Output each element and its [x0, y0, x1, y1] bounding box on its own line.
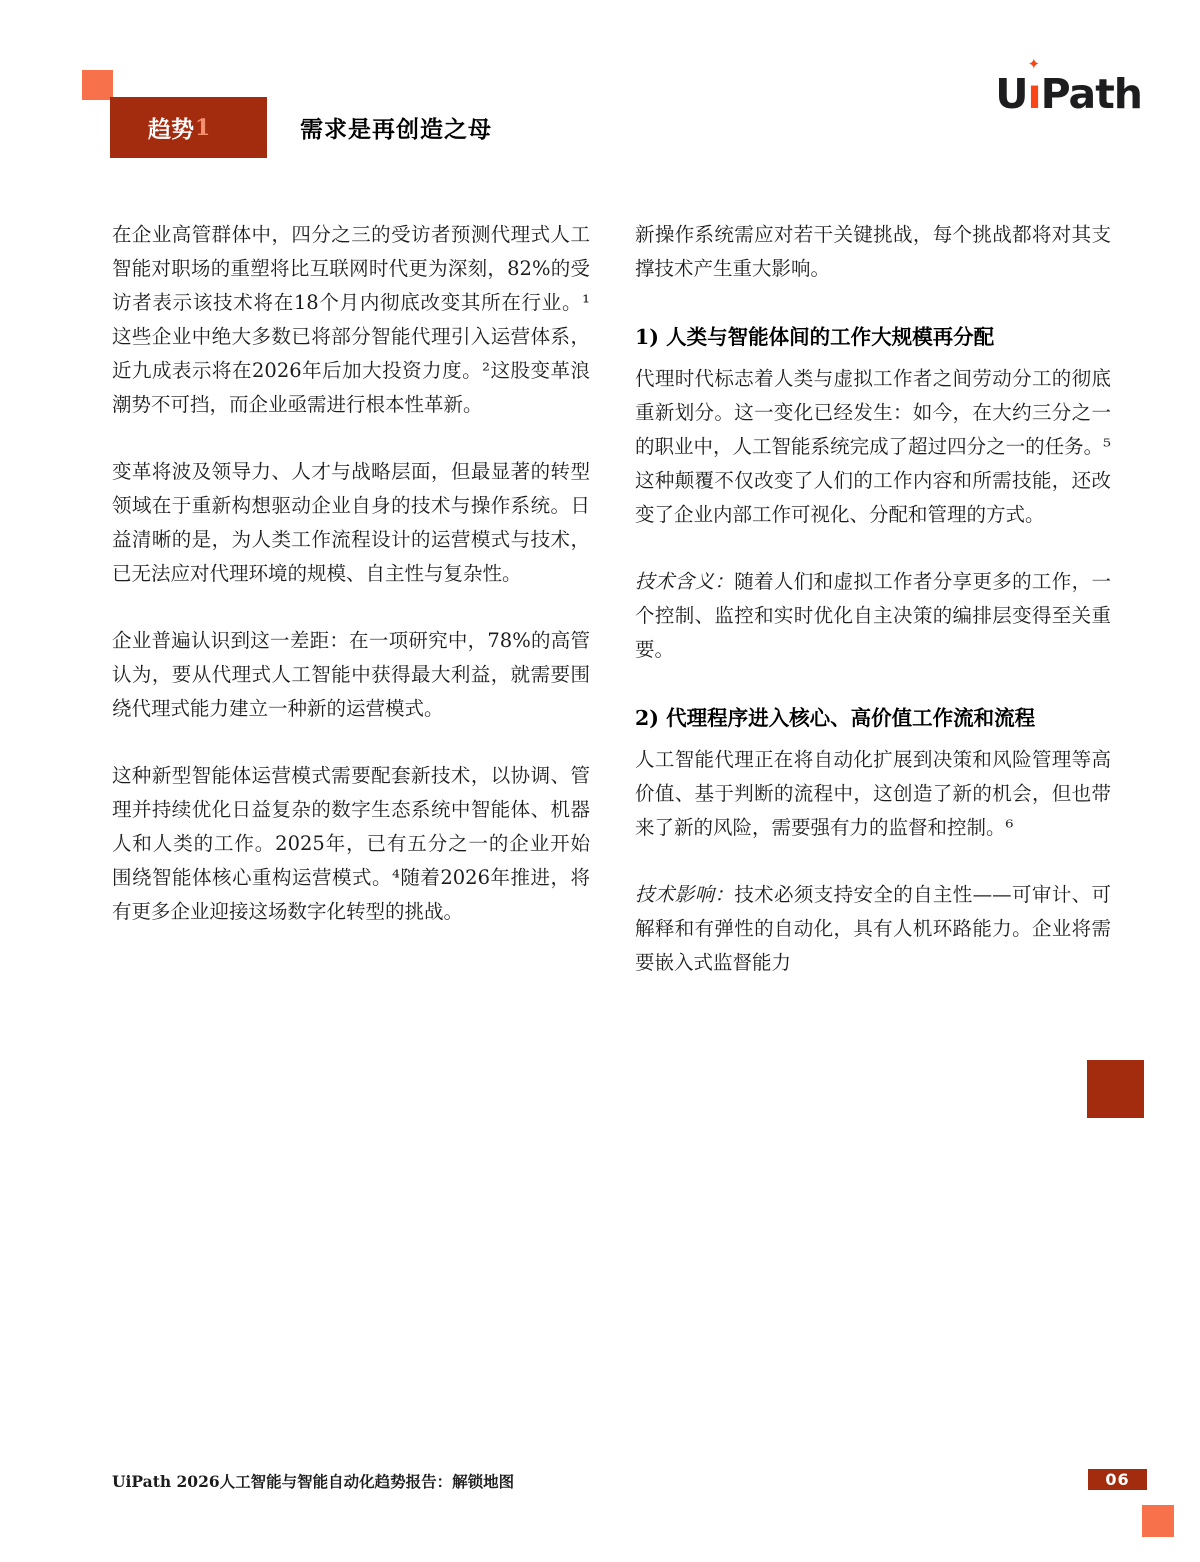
page-title: 需求是再创造之母 [300, 116, 492, 143]
logo-letter-i: ı ✦ [1027, 55, 1041, 118]
implication-lead: 技术含义： [635, 570, 735, 593]
implication-paragraph [635, 878, 1111, 980]
logo-letter-u: U [995, 70, 1028, 118]
trend-label: 趋势 [148, 116, 194, 143]
implication-lead: 技术影响： [635, 883, 735, 906]
accent-square-top-left [82, 70, 113, 100]
right-column [635, 218, 1111, 980]
section-heading-1: 1) 人类与智能体间的工作大规模再分配 [635, 325, 995, 349]
accent-square-mid-right [1087, 1060, 1144, 1118]
page-number-badge [1088, 1469, 1147, 1490]
left-column [112, 218, 590, 929]
logo-letter-path: Path [1040, 70, 1142, 118]
uipath-logo [995, 55, 1142, 118]
paragraph: 这种新型智能体运营模式需要配套新技术，以协调、管理并持续优化日益复杂的数字生态系统中智能体、机器人和人类的工作。2025年，已有五分之一的企业开始围绕智能体核心重构运营模式。⁴随着2026年推进，将有更多企业迎接这场数字化转型的挑战。 [112, 764, 590, 923]
paragraph: 在企业高管群体中，四分之三的受访者预测代理式人工智能对职场的重塑将比互联网时代更为深刻，82%的受访者表示该技术将在18个月内彻底改变其所在行业。¹这些企业中绝大多数已将部分智能代理引入运营体系，近九成表示将在2026年后加大投资力度。²这股变革浪潮势不可挡，而企业亟需进行根本性革新。 [112, 223, 590, 416]
trend-badge [110, 97, 267, 158]
paragraph: 企业普遍认识到这一差距：在一项研究中，78%的高管认为，要从代理式人工智能中获得最大利益，就需要围绕代理式能力建立一种新的运营模式。 [112, 629, 590, 720]
sparkle-icon: ✦ [1027, 55, 1041, 73]
paragraph: 变革将波及领导力、人才与战略层面，但最显著的转型领域在于重新构想驱动企业自身的技术与操作系统。日益清晰的是，为人类工作流程设计的运营模式与技术，已无法应对代理环境的规模、自主性与复杂性。 [112, 460, 590, 585]
accent-square-bottom-right [1142, 1505, 1174, 1537]
implication-text: 技术必须支持安全的自主性——可审计、可解释和有弹性的自动化，具有人机环路能力。企业将需要嵌入式监督能力 [635, 883, 1111, 974]
implication-paragraph [635, 565, 1111, 667]
section-body: 人工智能代理正在将自动化扩展到决策和风险管理等高价值、基于判断的流程中，这创造了新的机会，但也带来了新的风险，需要强有力的监督和控制。⁶ [635, 748, 1111, 839]
page-number: 06 [1105, 1470, 1130, 1489]
footer-report-title: UiPath 2026人工智能与智能自动化趋势报告：解锁地图 [112, 1472, 515, 1491]
trend-number: 1 [195, 114, 211, 141]
implication-text: 随着人们和虚拟工作者分享更多的工作，一个控制、监控和实时优化自主决策的编排层变得至关重要。 [635, 570, 1111, 661]
intro-paragraph: 新操作系统需应对若干关键挑战，每个挑战都将对其支撑技术产生重大影响。 [635, 223, 1111, 280]
section-body: 代理时代标志着人类与虚拟工作者之间劳动分工的彻底重新划分。这一变化已经发生：如今，在大约三分之一的职业中，人工智能系统完成了超过四分之一的任务。⁵ 这种颠覆不仅改变了人们的工作内容和所需技能，还改变了企业内部工作可视化、分配和管理的方式。 [635, 367, 1111, 526]
section-heading-2: 2) 代理程序进入核心、高价值工作流和流程 [635, 706, 1036, 730]
